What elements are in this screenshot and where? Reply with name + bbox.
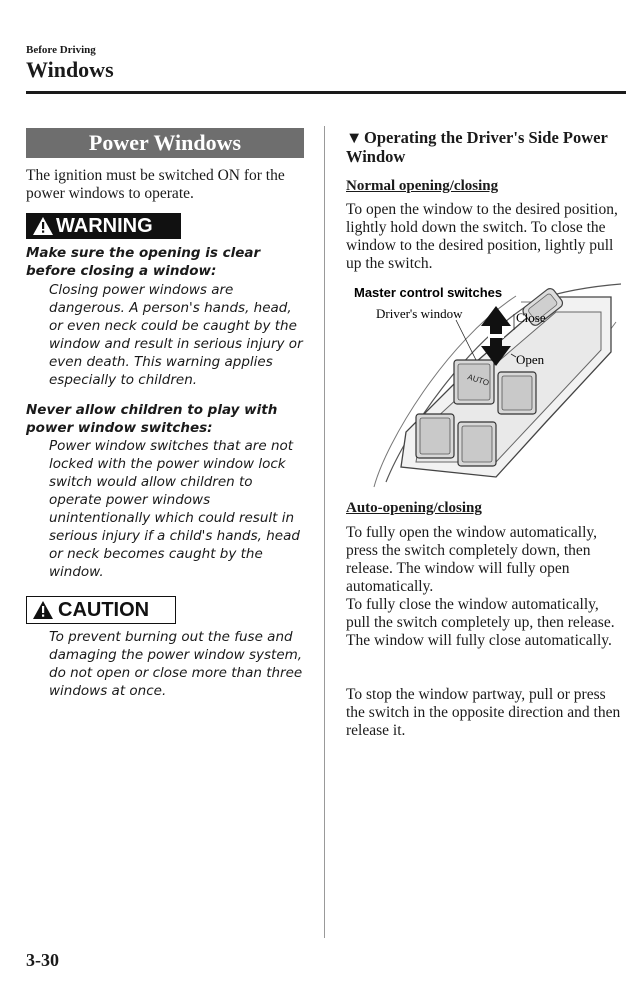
auto-paragraph-3: To stop the window partway, pull or press the switch in the opposite direction and then release it. [346,686,621,739]
section-label: Before Driving [26,44,96,56]
warning-triangle-icon [32,216,54,236]
normal-subheading: Normal opening/closing [346,178,499,194]
intro-paragraph: The ignition must be switched ON for the power windows to operate. [26,167,285,202]
caution-body: To prevent burning out the fuse and damaging the power window system, do not open or close more than three windows at once. [49,629,303,699]
warning-heading-1: Make sure the opening is clear before closing a window: [26,245,261,279]
auto-tag: AUTO [466,372,491,388]
normal-paragraph: To open the window to the desired position, lightly hold down the switch. To close the window to the desired position, lightly pull up the switch. [346,201,618,272]
section-heading [346,128,616,166]
page-number: 3-30 [26,950,59,970]
heading-marker-icon: ▼ [346,128,363,147]
caution-label: CAUTION [58,599,150,621]
page-title: Windows [26,57,114,82]
auto-paragraph-1: To fully open the window automatically, press the switch completely down, then release. The window will fully open automatically. [346,524,598,595]
open-label: Open [516,352,545,367]
caution-label-box [26,596,176,624]
drivers-window-label: Driver's window [376,306,463,321]
caution-triangle-icon [32,600,54,620]
section-banner: Power Windows [26,128,304,158]
auto-subheading: Auto-opening/closing [346,500,482,516]
warning-heading-2: Never allow children to play with power window switches: [26,402,278,436]
warning-label-box [26,213,181,239]
master-switch-figure [346,282,621,492]
auto-paragraph-2: To fully close the window automatically, pull the switch completely up, then release. The window will fully close automatically. [346,596,615,649]
column-divider [324,126,325,938]
close-label: Close [516,310,546,325]
warning-body-1: Closing power windows are dangerous. A person's hands, head, or even neck could be caught by the window and result in serious injury or even death. This warning applies especially to children. [49,282,303,388]
door-panel-illustration [346,282,621,492]
title-rule [26,91,626,94]
master-switches-label: Master control switches [354,285,503,300]
warning-label: WARNING [56,215,153,237]
section-heading-text: Operating the Driver's Side Power Window [346,128,608,166]
warning-body-2: Power window switches that are not locked with the power window lock switch would allow children to operate power windows unintentionally which could result in serious injury if a child's hands, head or neck becomes caught by the window. [49,438,300,580]
